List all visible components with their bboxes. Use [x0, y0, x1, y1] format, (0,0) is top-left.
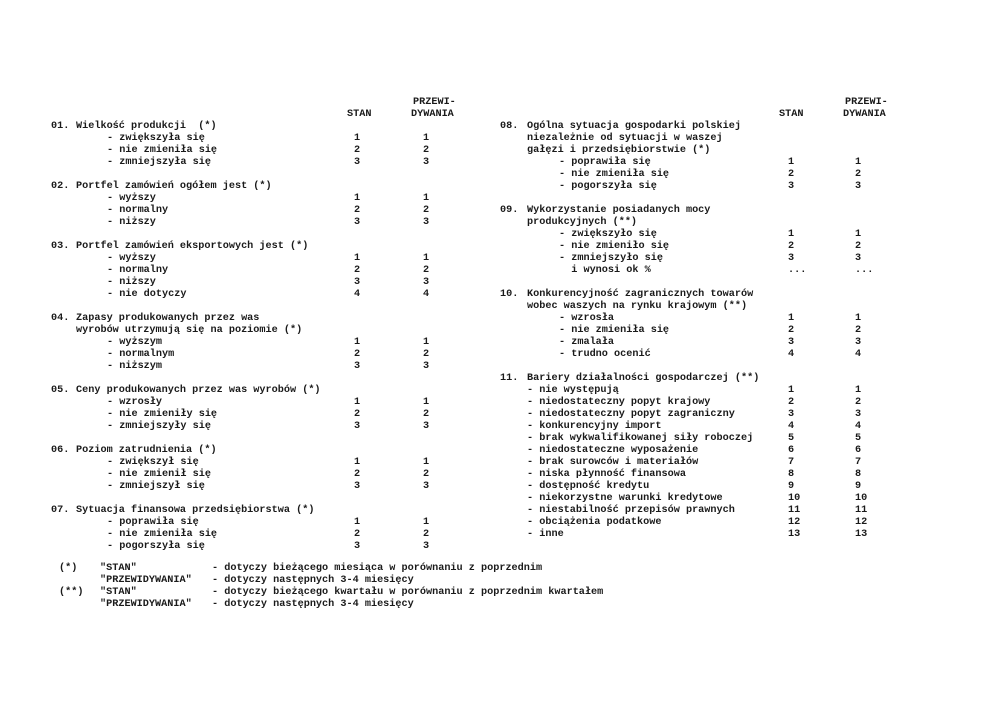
answer-code-przewidywania: 11 [855, 505, 868, 516]
answer-code-stan: 1 [354, 397, 361, 408]
answer-option-label: - inne [527, 529, 564, 540]
answer-code-przewidywania: 7 [855, 457, 862, 468]
footnote-key: "STAN" [100, 587, 137, 598]
answer-option-label: - zmalała [559, 337, 615, 348]
question-text: Konkurencyjność zagranicznych towarów [527, 289, 754, 300]
answer-code-stan: 2 [354, 265, 361, 276]
right-header-przewi-2: DYWANIA [843, 109, 886, 120]
answer-option-label: - zwiększył się [107, 457, 199, 468]
answer-code-stan: 2 [788, 325, 795, 336]
question-number: 10. [500, 289, 519, 300]
answer-option-label: - obciążenia podatkowe [527, 517, 662, 528]
answer-option-label: - pogorszyła się [107, 541, 205, 552]
answer-code-stan: 2 [354, 469, 361, 480]
answer-code-przewidywania: 2 [855, 397, 862, 408]
answer-option-label: - zmniejszyło się [559, 253, 663, 264]
question-number: 11. [500, 373, 519, 384]
answer-code-przewidywania: 2 [855, 169, 862, 180]
answer-code-przewidywania: 2 [423, 469, 430, 480]
answer-code-przewidywania: 2 [423, 409, 430, 420]
answer-code-stan: 1 [788, 313, 795, 324]
footnote-text: - dotyczy bieżącego miesiąca w porównaniu z poprzednim [212, 563, 543, 574]
footnote-key: "PRZEWIDYWANIA" [100, 599, 192, 610]
answer-code-stan: 12 [788, 517, 801, 528]
answer-code-stan: 4 [354, 289, 361, 300]
answer-code-przewidywania: 12 [855, 517, 868, 528]
answer-option-label: - nie zmieniły się [107, 409, 218, 420]
answer-code-przewidywania: 13 [855, 529, 868, 540]
answer-option-label: - niedostateczny popyt krajowy [527, 397, 711, 408]
answer-option-label: - nie zmieniła się [107, 145, 218, 156]
answer-option-label: - niestabilność przepisów prawnych [527, 505, 735, 516]
answer-code-stan: 3 [354, 481, 361, 492]
question-text: Ogólna sytuacja gospodarki polskiej [527, 121, 741, 132]
answer-code-przewidywania: 5 [855, 433, 862, 444]
answer-option-label: - wyższy [107, 193, 156, 204]
answer-code-przewidywania: 2 [423, 205, 430, 216]
answer-option-label: - niedostateczny popyt zagraniczny [527, 409, 735, 420]
answer-code-stan: 3 [354, 541, 361, 552]
answer-option-label: - niższy [107, 217, 156, 228]
question-text: Poziom zatrudnienia (*) [76, 445, 217, 456]
answer-option-label: - zwiększyło się [559, 229, 657, 240]
question-text: Portfel zamówień eksportowych jest (*) [76, 241, 309, 252]
footnote-mark: (*) [59, 563, 78, 574]
answer-code-stan: 9 [788, 481, 795, 492]
answer-code-przewidywania: 3 [855, 409, 862, 420]
answer-code-stan: 5 [788, 433, 795, 444]
left-header-stan: STAN [347, 109, 372, 120]
answer-code-stan: 3 [788, 181, 795, 192]
footnote-mark: (**) [59, 587, 84, 598]
answer-option-label: - zmniejszyła się [107, 157, 211, 168]
answer-code-stan: 1 [354, 193, 361, 204]
answer-code-przewidywania: 1 [855, 229, 862, 240]
answer-code-przewidywania: 3 [423, 277, 430, 288]
answer-code-przewidywania: 1 [423, 397, 430, 408]
answer-code-stan: 2 [354, 409, 361, 420]
answer-option-label: - nie dotyczy [107, 289, 187, 300]
question-number: 04. [51, 313, 70, 324]
answer-code-stan: 2 [788, 241, 795, 252]
answer-code-przewidywania: 3 [855, 181, 862, 192]
answer-code-przewidywania: 1 [423, 457, 430, 468]
footnote-key: "STAN" [100, 563, 137, 574]
answer-code-stan: 6 [788, 445, 795, 456]
answer-code-stan: 2 [788, 169, 795, 180]
answer-code-przewidywania: 3 [423, 541, 430, 552]
answer-option-label: - nie zmieniło się [559, 241, 670, 252]
answer-code-przewidywania: 3 [423, 361, 430, 372]
answer-option-label: - wzrosła [559, 313, 615, 324]
question-number: 03. [51, 241, 70, 252]
answer-code-stan: 1 [354, 337, 361, 348]
answer-code-stan: 13 [788, 529, 801, 540]
answer-code-stan: 2 [788, 397, 795, 408]
answer-code-przewidywania: 2 [855, 325, 862, 336]
answer-option-label: - wyższy [107, 253, 156, 264]
answer-code-stan: 10 [788, 493, 801, 504]
answer-code-stan: 2 [354, 349, 361, 360]
answer-code-przewidywania: 1 [855, 313, 862, 324]
answer-code-stan: 3 [354, 277, 361, 288]
left-header-przewi-1: PRZEWI- [413, 97, 456, 108]
answer-option-label: - poprawiła się [559, 157, 651, 168]
answer-option-label: - normalny [107, 205, 169, 216]
answer-option-label: - zwiększyła się [107, 133, 205, 144]
answer-code-przewidywania: 1 [855, 157, 862, 168]
answer-option-label: i wynosi ok % [559, 265, 651, 276]
answer-option-label: - nie zmieniła się [559, 325, 670, 336]
answer-code-przewidywania: 4 [855, 421, 862, 432]
question-number: 09. [500, 205, 519, 216]
answer-code-przewidywania: 1 [423, 517, 430, 528]
answer-option-label: - zmniejszyły się [107, 421, 211, 432]
answer-code-stan: 4 [788, 421, 795, 432]
answer-option-label: - pogorszyła się [559, 181, 657, 192]
answer-option-label: - normalnym [107, 349, 175, 360]
question-number: 05. [51, 385, 70, 396]
answer-code-przewidywania: 3 [423, 481, 430, 492]
answer-code-przewidywania: 4 [423, 289, 430, 300]
answer-code-przewidywania: 2 [423, 265, 430, 276]
answer-code-przewidywania: ... [855, 265, 874, 276]
answer-option-label: - zmniejszył się [107, 481, 205, 492]
answer-option-label: - nie występują [527, 385, 619, 396]
answer-option-label: - brak surowców i materiałów [527, 457, 699, 468]
answer-code-stan: 3 [354, 421, 361, 432]
question-text: niezależnie od sytuacji w waszej [527, 133, 723, 144]
question-number: 06. [51, 445, 70, 456]
question-number: 01. [51, 121, 70, 132]
answer-code-stan: 3 [788, 337, 795, 348]
question-text: produkcyjnych (**) [527, 217, 638, 228]
footnote-text: - dotyczy następnych 3-4 miesięcy [212, 599, 414, 610]
answer-code-przewidywania: 1 [855, 385, 862, 396]
question-text: wyrobów utrzymują się na poziomie (*) [76, 325, 303, 336]
answer-code-stan: 1 [354, 253, 361, 264]
answer-code-przewidywania: 2 [423, 349, 430, 360]
answer-code-stan: 1 [788, 229, 795, 240]
answer-code-stan: 4 [788, 349, 795, 360]
answer-code-stan: 7 [788, 457, 795, 468]
answer-code-przewidywania: 3 [855, 337, 862, 348]
answer-code-przewidywania: 1 [423, 133, 430, 144]
question-text: Wykorzystanie posiadanych mocy [527, 205, 711, 216]
answer-option-label: - konkurencyjny import [527, 421, 662, 432]
answer-code-przewidywania: 4 [855, 349, 862, 360]
answer-option-label: - nie zmieniła się [107, 529, 218, 540]
answer-option-label: - niższy [107, 277, 156, 288]
answer-code-stan: 3 [788, 253, 795, 264]
answer-code-stan: 3 [354, 157, 361, 168]
answer-code-stan: 1 [354, 517, 361, 528]
answer-option-label: - poprawiła się [107, 517, 199, 528]
answer-option-label: - nie zmienił się [107, 469, 211, 480]
question-number: 08. [500, 121, 519, 132]
footnote-key: "PRZEWIDYWANIA" [100, 575, 192, 586]
answer-code-stan: 11 [788, 505, 801, 516]
answer-code-stan: 2 [354, 145, 361, 156]
question-text: Ceny produkowanych przez was wyrobów (*) [76, 385, 321, 396]
answer-code-przewidywania: 8 [855, 469, 862, 480]
answer-code-stan: 8 [788, 469, 795, 480]
answer-code-stan: ... [788, 265, 807, 276]
answer-code-przewidywania: 3 [423, 217, 430, 228]
answer-code-przewidywania: 1 [423, 193, 430, 204]
question-number: 02. [51, 181, 70, 192]
answer-option-label: - niska płynność finansowa [527, 469, 686, 480]
answer-code-stan: 1 [788, 157, 795, 168]
answer-option-label: - wyższym [107, 337, 163, 348]
answer-code-stan: 1 [788, 385, 795, 396]
answer-option-label: - brak wykwalifikowanej siły roboczej [527, 433, 754, 444]
answer-option-label: - niedostateczne wyposażenie [527, 445, 699, 456]
answer-option-label: - niekorzystne warunki kredytowe [527, 493, 723, 504]
answer-option-label: - normalny [107, 265, 169, 276]
answer-code-stan: 2 [354, 529, 361, 540]
answer-code-stan: 3 [354, 361, 361, 372]
answer-option-label: - niższym [107, 361, 163, 372]
answer-code-stan: 2 [354, 205, 361, 216]
answer-code-przewidywania: 9 [855, 481, 862, 492]
question-text: Zapasy produkowanych przez was [76, 313, 260, 324]
answer-code-przewidywania: 10 [855, 493, 868, 504]
answer-code-przewidywania: 1 [423, 337, 430, 348]
answer-option-label: - dostępność kredytu [527, 481, 650, 492]
question-text: Sytuacja finansowa przedsiębiorstwa (*) [76, 505, 315, 516]
question-text: Bariery działalności gospodarczej (**) [527, 373, 760, 384]
question-text: Portfel zamówień ogółem jest (*) [76, 181, 272, 192]
answer-code-przewidywania: 2 [423, 145, 430, 156]
answer-code-przewidywania: 3 [423, 157, 430, 168]
question-text: wobec waszych na rynku krajowym (**) [527, 301, 748, 312]
answer-code-stan: 1 [354, 457, 361, 468]
answer-code-przewidywania: 3 [855, 253, 862, 264]
answer-code-stan: 3 [354, 217, 361, 228]
right-header-stan: STAN [779, 109, 804, 120]
answer-code-przewidywania: 2 [423, 529, 430, 540]
answer-option-label: - nie zmieniła się [559, 169, 670, 180]
answer-code-stan: 3 [788, 409, 795, 420]
answer-code-przewidywania: 1 [423, 253, 430, 264]
right-header-przewi-1: PRZEWI- [845, 97, 888, 108]
footnote-text: - dotyczy bieżącego kwartału w porównaniu z poprzednim kwartałem [212, 587, 604, 598]
question-text: Wielkość produkcji (*) [76, 121, 217, 132]
question-number: 07. [51, 505, 70, 516]
answer-code-przewidywania: 2 [855, 241, 862, 252]
answer-code-przewidywania: 3 [423, 421, 430, 432]
left-header-przewi-2: DYWANIA [411, 109, 454, 120]
answer-code-stan: 1 [354, 133, 361, 144]
footnote-text: - dotyczy następnych 3-4 miesięcy [212, 575, 414, 586]
answer-option-label: - trudno ocenić [559, 349, 651, 360]
answer-option-label: - wzrosły [107, 397, 163, 408]
question-text: gałęzi i przedsiębiorstwie (*) [527, 145, 711, 156]
answer-code-przewidywania: 6 [855, 445, 862, 456]
